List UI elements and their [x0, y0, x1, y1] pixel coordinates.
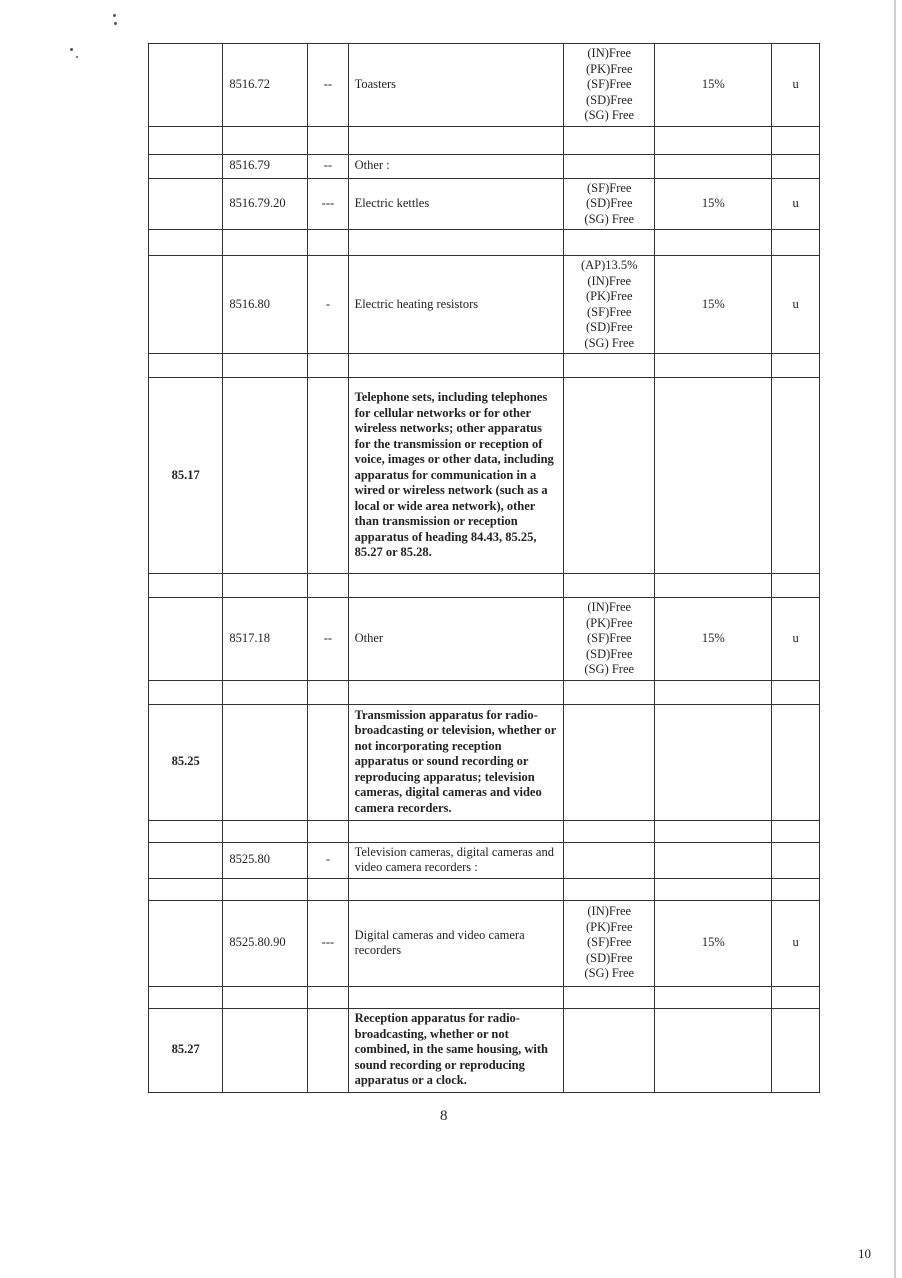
unit-cell [772, 1008, 820, 1092]
heading-cell: 85.27 [149, 1008, 223, 1092]
code-cell: 8516.79.20 [223, 178, 308, 230]
scan-edge [894, 0, 896, 1278]
preferential-cell [564, 230, 655, 256]
table-row [149, 44, 820, 127]
rate-cell: 15% [655, 178, 772, 230]
preferential-cell [564, 878, 655, 900]
description-cell [348, 126, 564, 154]
preferential-rate: (PK)Free [585, 615, 633, 630]
preferential-rate: (SD)Free [585, 196, 633, 210]
description-cell [348, 986, 564, 1008]
dash-cell: -- [308, 154, 348, 178]
preferential-rate: (SF)Free [587, 77, 632, 91]
rate-cell [655, 986, 772, 1008]
description-cell [348, 820, 564, 842]
preferential-cell [564, 900, 655, 986]
unit-cell: u [772, 178, 820, 230]
scan-speck [76, 56, 78, 58]
code-cell [223, 126, 308, 154]
unit-cell [772, 878, 820, 900]
dash-cell [308, 574, 348, 598]
description-cell: Electric kettles [348, 178, 564, 230]
heading-cell [149, 126, 223, 154]
code-cell [223, 986, 308, 1008]
dash-cell: - [308, 842, 348, 878]
preferential-cell [564, 378, 655, 574]
rate-cell: 15% [655, 598, 772, 681]
unit-cell [772, 704, 820, 820]
rate-cell [655, 230, 772, 256]
preferential-rate: (SD)Free [585, 646, 633, 661]
dash-cell [308, 230, 348, 256]
heading-cell [149, 900, 223, 986]
code-cell [223, 820, 308, 842]
spacer-row [149, 230, 820, 256]
rate-cell [655, 820, 772, 842]
preferential-cell [564, 574, 655, 598]
preferential-rate: (SG) Free [584, 966, 635, 981]
rate-cell: 15% [655, 900, 772, 986]
heading-row [149, 378, 820, 574]
heading-cell [149, 574, 223, 598]
preferential-rate: (SD)Free [585, 92, 633, 107]
preferential-rate: (PK)Free [585, 919, 633, 934]
heading-cell: 85.17 [149, 378, 223, 574]
code-cell: 8525.80 [223, 842, 308, 878]
code-cell [223, 378, 308, 574]
preferential-cell [564, 842, 655, 878]
unit-cell: u [772, 900, 820, 986]
spacer-row [149, 820, 820, 842]
preferential-cell [564, 704, 655, 820]
heading-cell [149, 44, 223, 127]
code-cell [223, 704, 308, 820]
rate-cell [655, 680, 772, 704]
code-cell: 8517.18 [223, 598, 308, 681]
scan-speck [113, 14, 116, 17]
unit-cell: u [772, 256, 820, 354]
heading-cell [149, 598, 223, 681]
tariff-table [148, 43, 820, 1093]
code-cell [223, 574, 308, 598]
heading-cell [149, 820, 223, 842]
preferential-rate: (SG) Free [584, 108, 635, 122]
preferential-cell [564, 354, 655, 378]
dash-cell [308, 986, 348, 1008]
heading-cell [149, 230, 223, 256]
table-row [149, 598, 820, 681]
preferential-rate: (AP)13.5% [580, 258, 638, 272]
description-cell [348, 230, 564, 256]
description-cell: Telephone sets, including telephones for cellular networks or for other wireless networks; other apparatus for the transmission or reception of voice, images or other data, including apparatus for communication in a wired or wireless network (such as a local or wide area network), other than transmission or reception apparatus of heading 84.43, 85.25, 85.27 or 85.28. [348, 378, 564, 574]
unit-cell: u [772, 44, 820, 127]
unit-cell [772, 154, 820, 178]
dash-cell [308, 704, 348, 820]
rate-cell [655, 842, 772, 878]
rate-cell [655, 704, 772, 820]
description-cell: Transmission apparatus for radio-broadcasting or television, whether or not incorporating reception apparatus or sound recording or reproducing apparatus; television cameras, digital cameras and video camera recorders. [348, 704, 564, 820]
dash-cell: -- [308, 44, 348, 127]
preferential-cell [564, 178, 655, 230]
table-row [149, 256, 820, 354]
code-cell [223, 1008, 308, 1092]
description-cell: Television cameras, digital cameras and video camera recorders : [348, 842, 564, 878]
preferential-cell [564, 986, 655, 1008]
description-cell [348, 680, 564, 704]
preferential-rate: (SF)Free [587, 631, 632, 645]
description-cell: Other : [348, 154, 564, 178]
description-cell: Electric heating resistors [348, 256, 564, 354]
preferential-cell [564, 1008, 655, 1092]
heading-row [149, 1008, 820, 1092]
preferential-rate: (PK)Free [585, 61, 633, 76]
preferential-rate: (SG) Free [584, 335, 635, 350]
heading-cell [149, 878, 223, 900]
rate-cell: 15% [655, 44, 772, 127]
dash-cell [308, 878, 348, 900]
dash-cell [308, 820, 348, 842]
preferential-cell [564, 256, 655, 354]
rate-cell [655, 354, 772, 378]
code-cell: 8516.80 [223, 256, 308, 354]
unit-cell [772, 230, 820, 256]
preferential-cell [564, 598, 655, 681]
spacer-row [149, 126, 820, 154]
unit-cell [772, 126, 820, 154]
code-cell: 8516.79 [223, 154, 308, 178]
dash-cell [308, 126, 348, 154]
rate-cell [655, 878, 772, 900]
heading-cell [149, 354, 223, 378]
preferential-rate: (IN)Free [587, 273, 632, 288]
rate-cell [655, 574, 772, 598]
rate-cell: 15% [655, 256, 772, 354]
unit-cell [772, 820, 820, 842]
spacer-row [149, 986, 820, 1008]
corner-mark: 10 [858, 1246, 871, 1261]
spacer-row [149, 354, 820, 378]
spacer-row [149, 878, 820, 900]
tariff-table-body [149, 44, 820, 1093]
description-cell [348, 878, 564, 900]
code-cell: 8525.80.90 [223, 900, 308, 986]
preferential-rate: (IN)Free [587, 46, 632, 60]
unit-cell [772, 354, 820, 378]
dash-cell: --- [308, 178, 348, 230]
dash-cell [308, 354, 348, 378]
description-cell [348, 574, 564, 598]
unit-cell [772, 574, 820, 598]
preferential-cell [564, 820, 655, 842]
dash-cell [308, 378, 348, 574]
description-cell: Reception apparatus for radio-broadcasting, whether or not combined, in the same housing, with sound recording or reproducing apparatus or a clock. [348, 1008, 564, 1092]
code-cell [223, 878, 308, 900]
preferential-cell [564, 126, 655, 154]
code-cell: 8516.72 [223, 44, 308, 127]
preferential-rate: (SF)Free [587, 304, 632, 319]
heading-cell [149, 842, 223, 878]
description-cell [348, 354, 564, 378]
dash-cell [308, 680, 348, 704]
heading-cell [149, 154, 223, 178]
unit-cell [772, 680, 820, 704]
preferential-cell [564, 44, 655, 127]
table-row [149, 178, 820, 230]
spacer-row [149, 574, 820, 598]
preferential-rate: (SF)Free [587, 180, 632, 195]
code-cell [223, 230, 308, 256]
table-row [149, 900, 820, 986]
spacer-row [149, 680, 820, 704]
preferential-rate: (IN)Free [587, 904, 632, 919]
preferential-rate: (SG) Free [584, 211, 635, 226]
dash-cell: -- [308, 598, 348, 681]
preferential-rate: (SD)Free [585, 950, 633, 965]
page-number: 8 [440, 1108, 448, 1124]
preferential-rate: (SF)Free [587, 935, 632, 950]
heading-cell [149, 680, 223, 704]
description-cell: Other [348, 598, 564, 681]
preferential-rate: (PK)Free [585, 289, 633, 303]
heading-cell: 85.25 [149, 704, 223, 820]
unit-cell: u [772, 598, 820, 681]
scan-speck [114, 22, 117, 25]
heading-row [149, 704, 820, 820]
dash-cell: --- [308, 900, 348, 986]
unit-cell [772, 842, 820, 878]
code-cell [223, 680, 308, 704]
table-row [149, 842, 820, 878]
description-cell: Digital cameras and video camera recorders [348, 900, 564, 986]
preferential-rate: (IN)Free [587, 600, 632, 614]
dash-cell [308, 1008, 348, 1092]
scan-speck [70, 48, 73, 51]
unit-cell [772, 986, 820, 1008]
rate-cell [655, 154, 772, 178]
preferential-cell [564, 680, 655, 704]
heading-cell [149, 986, 223, 1008]
heading-cell [149, 256, 223, 354]
heading-cell [149, 178, 223, 230]
rate-cell [655, 1008, 772, 1092]
rate-cell [655, 126, 772, 154]
rate-cell [655, 378, 772, 574]
code-cell [223, 354, 308, 378]
preferential-rate: (SD)Free [585, 320, 633, 334]
table-row [149, 154, 820, 178]
preferential-cell [564, 154, 655, 178]
preferential-rate: (SG) Free [584, 662, 635, 676]
description-cell: Toasters [348, 44, 564, 127]
dash-cell: - [308, 256, 348, 354]
unit-cell [772, 378, 820, 574]
